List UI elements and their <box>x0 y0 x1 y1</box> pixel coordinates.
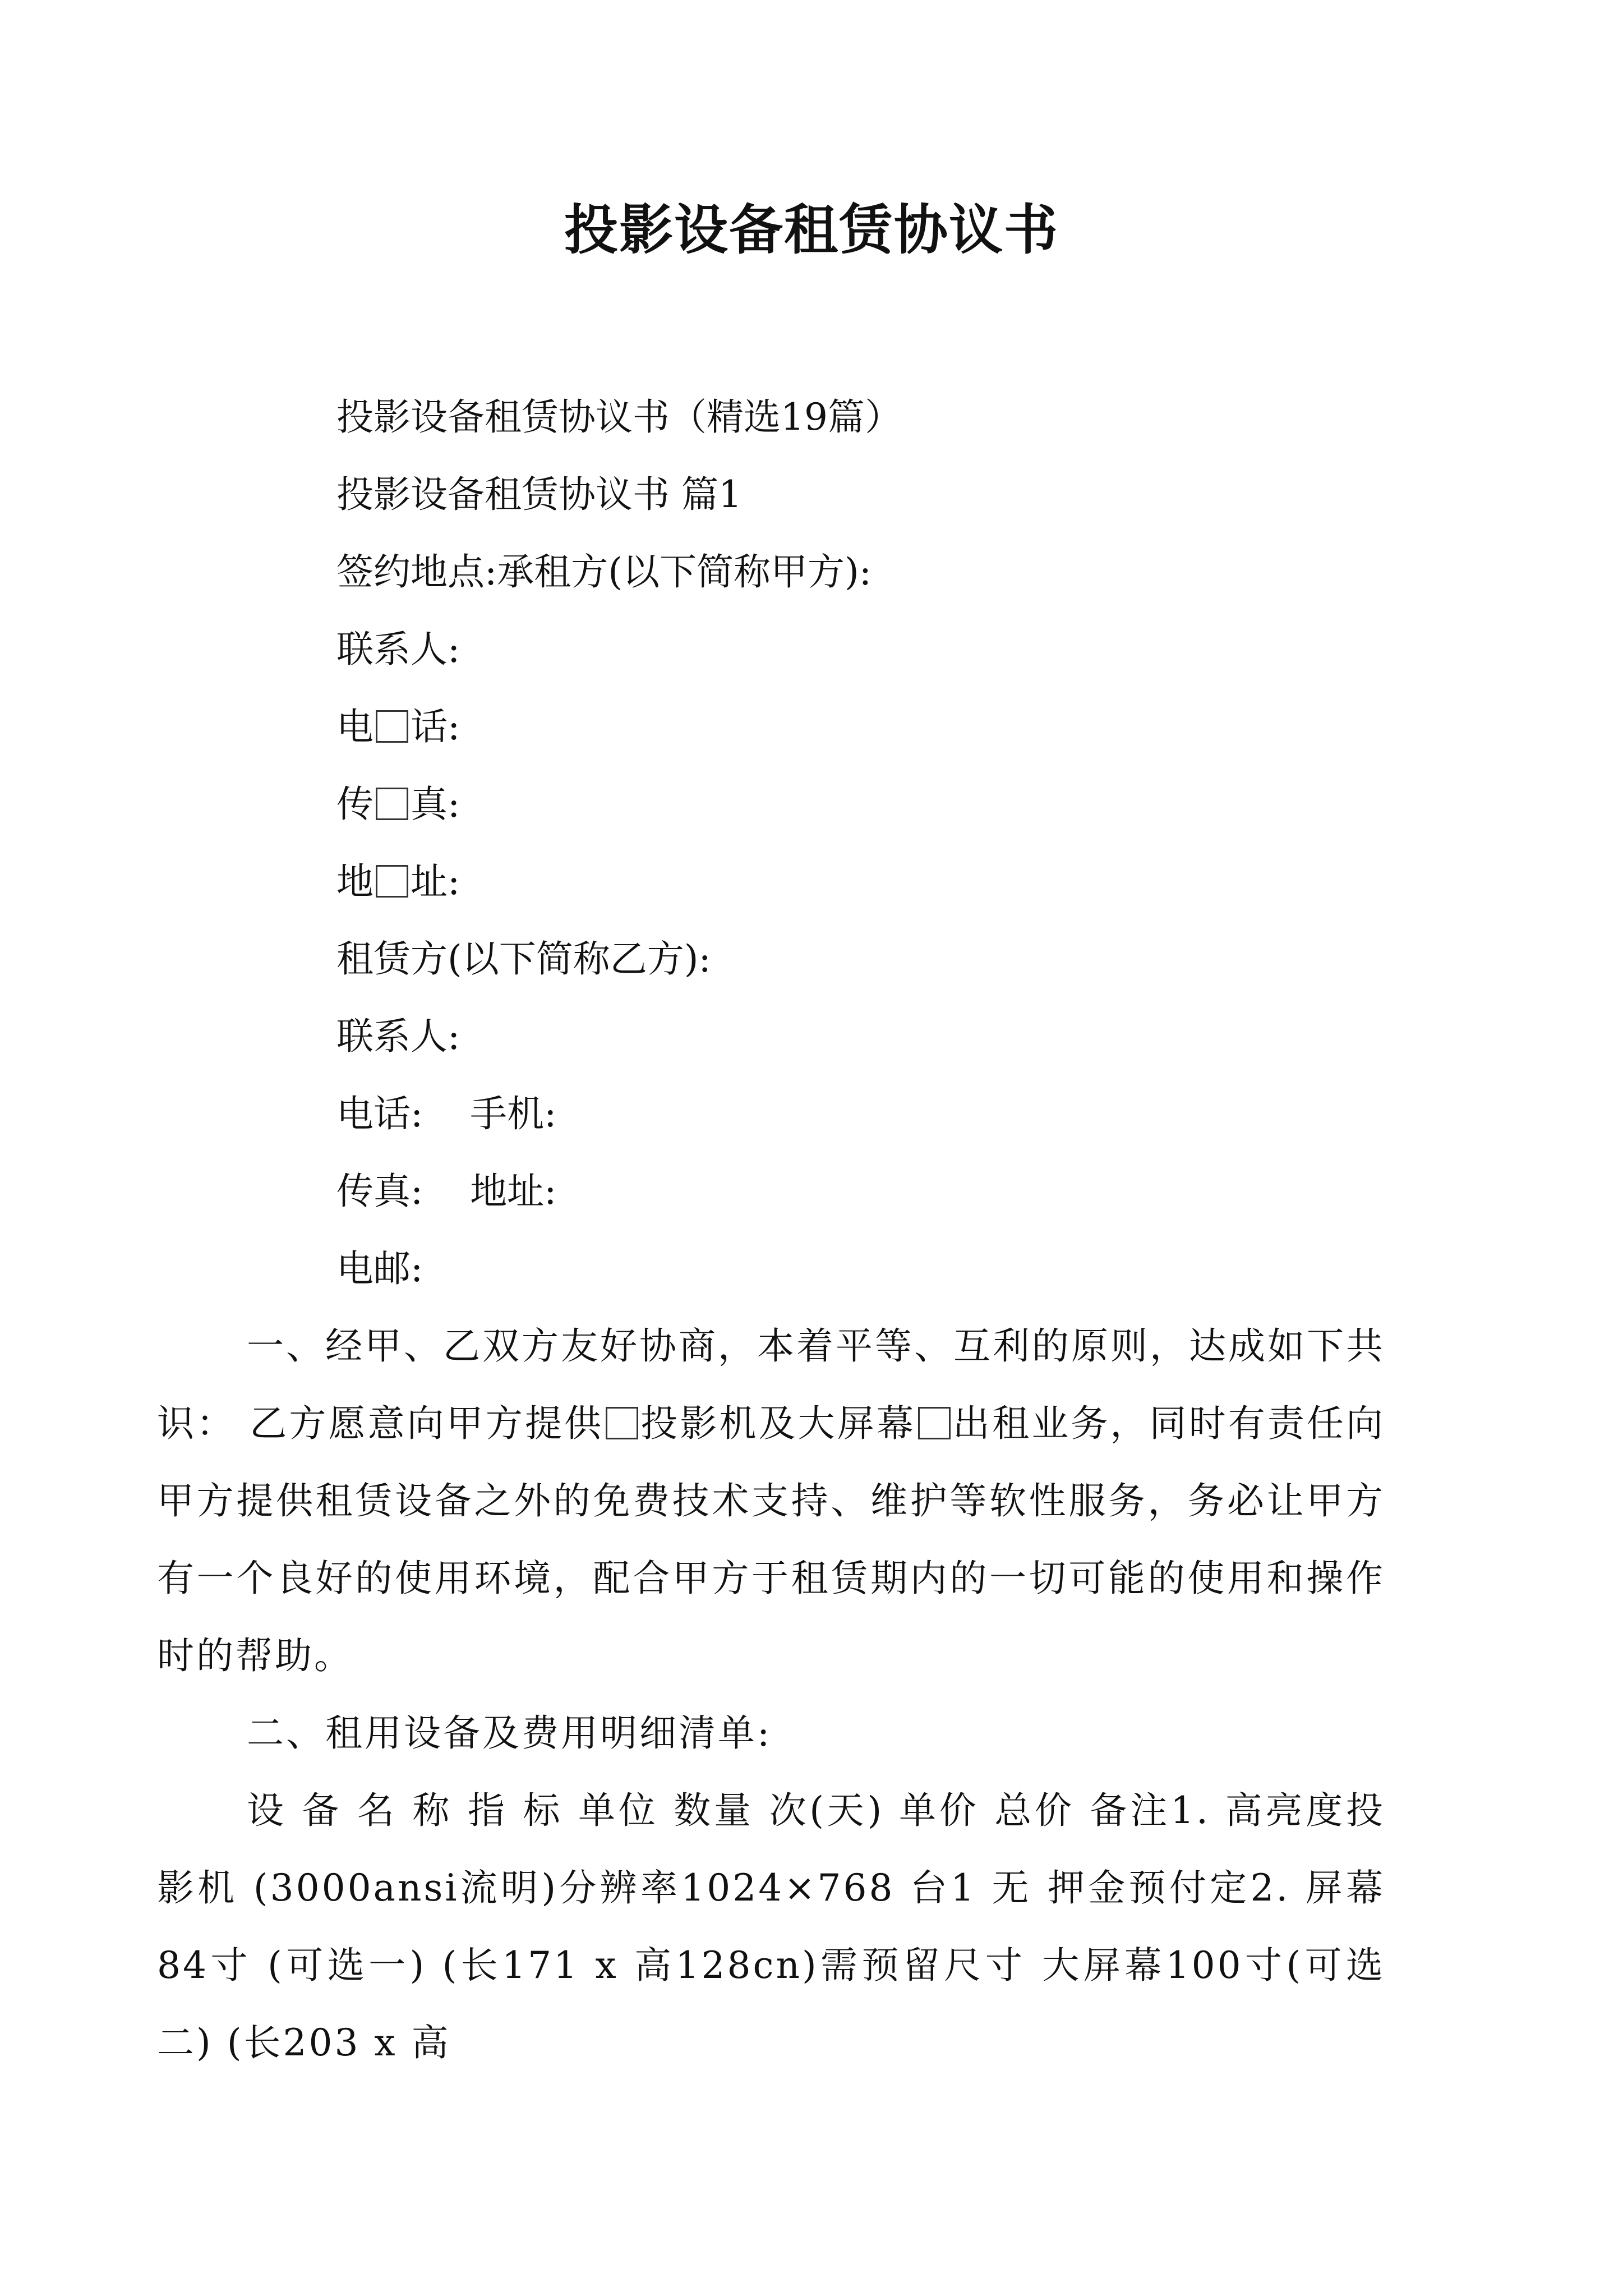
paragraph-equipment-heading: 二、租用设备及费用明细清单: <box>247 1711 772 1755</box>
party-a-phone-label-start: 电 <box>336 705 374 748</box>
party-b-contact-line: 联系人: <box>336 1015 460 1058</box>
missing-glyph-box <box>918 1407 951 1439</box>
sign-place-line: 签约地点:承租方(以下简称甲方): <box>336 550 872 593</box>
document-body <box>157 379 1386 2082</box>
party-b-line: 租赁方(以下简称乙方): <box>336 937 711 981</box>
missing-glyph-box <box>606 1407 638 1439</box>
party-a-fax-line <box>247 766 1385 843</box>
consensus-text-3: 出租业务，同时有责任向甲方提供租赁设备之外的免费技术支持、维护等软性服务，务必让甲方有一个良好的使用环境，配合甲方于租赁期内的一切可能的使用和操作时的帮助。 <box>157 1402 1386 1677</box>
party-b-fax-line: 传真: 地址: <box>336 1170 557 1213</box>
party-a-phone-line <box>247 688 1385 766</box>
consensus-text-1: 一、经甲、乙双方友好协商，本着平等、互利的原则，达成如下共识： 乙方愿意向甲方提供 <box>157 1324 1385 1445</box>
party-a-contact-line: 联系人: <box>336 628 460 671</box>
party-a-phone-label-end: 话: <box>411 705 460 748</box>
party-a-address-label-end: 址: <box>411 860 460 903</box>
missing-glyph-box <box>376 710 408 743</box>
party-a-address-line <box>247 843 1385 921</box>
document-title: 投影设备租赁协议书 <box>564 199 1059 261</box>
missing-glyph-box <box>376 788 408 820</box>
subtitle-line: 投影设备租赁协议书（精选19篇） <box>336 395 902 439</box>
paragraph-consensus <box>157 1308 1385 1695</box>
party-a-fax-label-start: 传 <box>336 783 374 826</box>
party-a-address-label-start: 地 <box>336 860 374 903</box>
missing-glyph-box <box>376 865 408 898</box>
paragraph-equipment-list: 设 备 名 称 指 标 单位 数量 次(天) 单价 总价 备注1. 高亮度投影机 (3000ansi流明)分辨率1024×768 台1 无 押金预付定2. 屏幕84寸 (可选一) (长171 x 高128cn)需预留尺寸 大屏幕100寸(可选二) (长203 x 高 <box>157 1789 1385 2064</box>
chapter-heading: 投影设备租赁协议书 篇1 <box>336 473 742 516</box>
party-a-fax-label-end: 真: <box>411 783 460 826</box>
consensus-text-2: 投影机及大屏幕 <box>640 1402 916 1445</box>
party-b-phone-line: 电话: 手机: <box>336 1092 557 1135</box>
party-b-email-line: 电邮: <box>336 1247 423 1290</box>
